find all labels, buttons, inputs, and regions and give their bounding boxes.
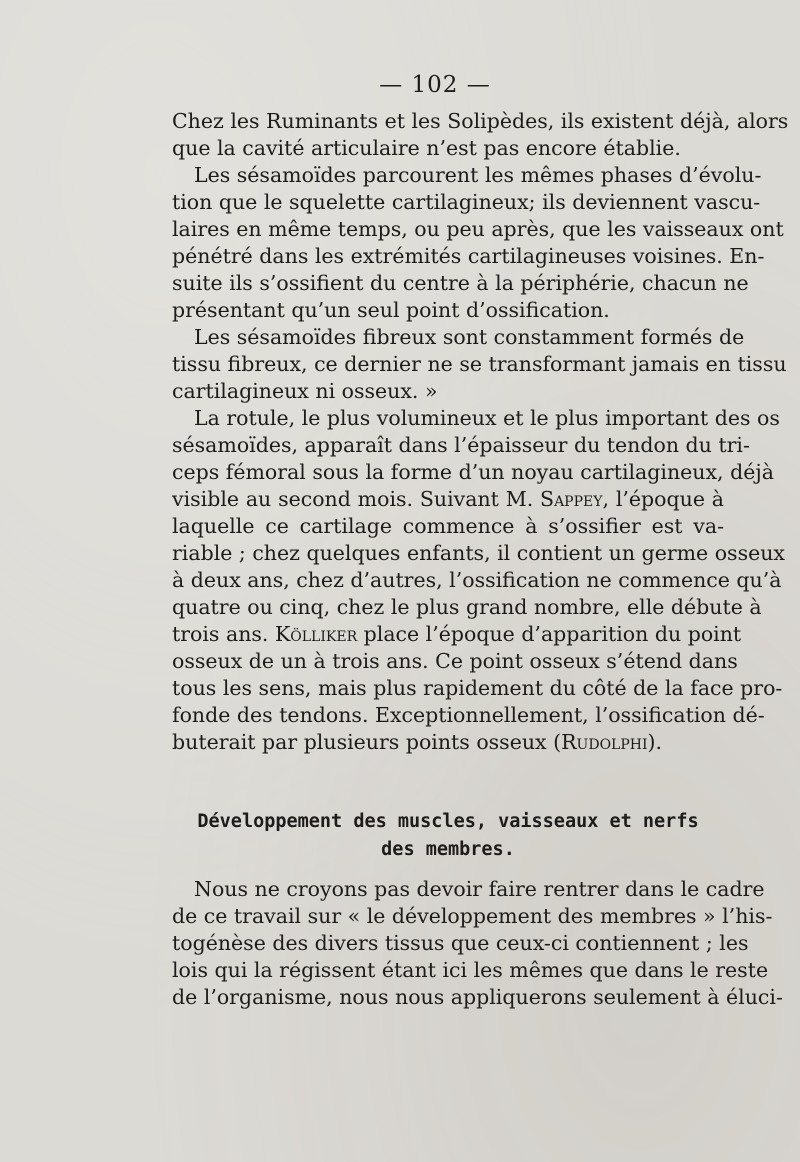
author-name-rudolphi: Rudolphi [561,730,648,754]
text-line: pénétré dans les extrémités cartilagineuses voisines. En- [172,244,765,268]
text-line: tissu fibreux, ce dernier ne se transformant jamais en tissu [172,352,787,376]
text-line [172,729,724,756]
text-fragment: , l’époque à [602,487,724,511]
text-line: sésamoïdes, apparaît dans l’épaisseur du tendon du tri- [172,433,750,457]
body-text-bottom [172,876,783,1011]
text-line: Chez les Ruminants et les Solipèdes, ils existent déjà, alors [172,109,789,133]
text-line: présentant qu’un seul point d’ossification. [172,298,610,322]
text-line: de ce travail sur « le développement des membres » l’his- [172,904,773,928]
text-fragment: trois ans. [172,622,269,646]
text-line: La rotule, le plus volumineux et le plus important des os [194,406,780,430]
text-line: de l’organisme, nous nous appliquerons seulement à éluci- [172,985,783,1009]
text-line: laquelle ce cartilage commence à s’ossifier est va- [172,514,724,538]
text-line: que la cavité articulaire n’est pas encore établie. [172,136,681,160]
text-line: Les sésamoïdes fibreux sont constamment formés de [194,325,745,349]
text-fragment: visible au second mois. Suivant M. [172,487,534,511]
text-line: tion que le squelette cartilagineux; ils deviennent vascu- [172,190,761,214]
page-number: — 102 — [379,72,491,98]
text-fragment: place l’époque d’apparition du point [363,622,742,646]
text-line [172,486,724,513]
text-line: suite ils s’ossifient du centre à la périphérie, chacun ne [172,271,749,295]
text-line: Les sésamoïdes parcourent les mêmes phases d’évolu- [194,163,762,187]
text-line: tous les sens, mais plus rapidement du côté de la face pro- [172,676,783,700]
author-name-sappey: Sappey [540,487,603,511]
text-line: ceps fémoral sous la forme d’un noyau cartilagineux, déjà [172,460,774,484]
text-line: osseux de un à trois ans. Ce point osseux s’étend dans [172,649,738,673]
section-heading-line-2: des membres. [381,839,515,860]
body-text-top [172,108,789,756]
text-line: à deux ans, chez d’autres, l’ossification ne commence qu’à [172,568,782,592]
text-line: togénèse des divers tissus que ceux-ci contiennent ; les [172,931,749,955]
section-heading [172,808,724,864]
text-line: Nous ne croyons pas devoir faire rentrer dans le cadre [194,877,765,901]
author-name-kolliker: Kölliker [274,622,358,646]
text-line: quatre ou cinq, chez le plus grand nombre, elle débute à [172,595,762,619]
text-line: cartilagineux ni osseux. » [172,379,438,403]
section-heading-line-1: Développement des muscles, vaisseaux et nerfs [197,811,699,832]
text-line: lois qui la régissent étant ici les mêmes que dans le reste [172,958,769,982]
text-line: laires en même temps, ou peu après, que les vaisseaux ont [172,217,784,241]
text-line: fonde des tendons. Exceptionnellement, l’ossification dé- [172,703,765,727]
text-fragment: ). [647,730,663,754]
text-line: riable ; chez quelques enfants, il contient un germe osseux [172,541,785,565]
text-line [172,621,742,648]
text-fragment: buterait par plusieurs points osseux ( [172,730,562,754]
